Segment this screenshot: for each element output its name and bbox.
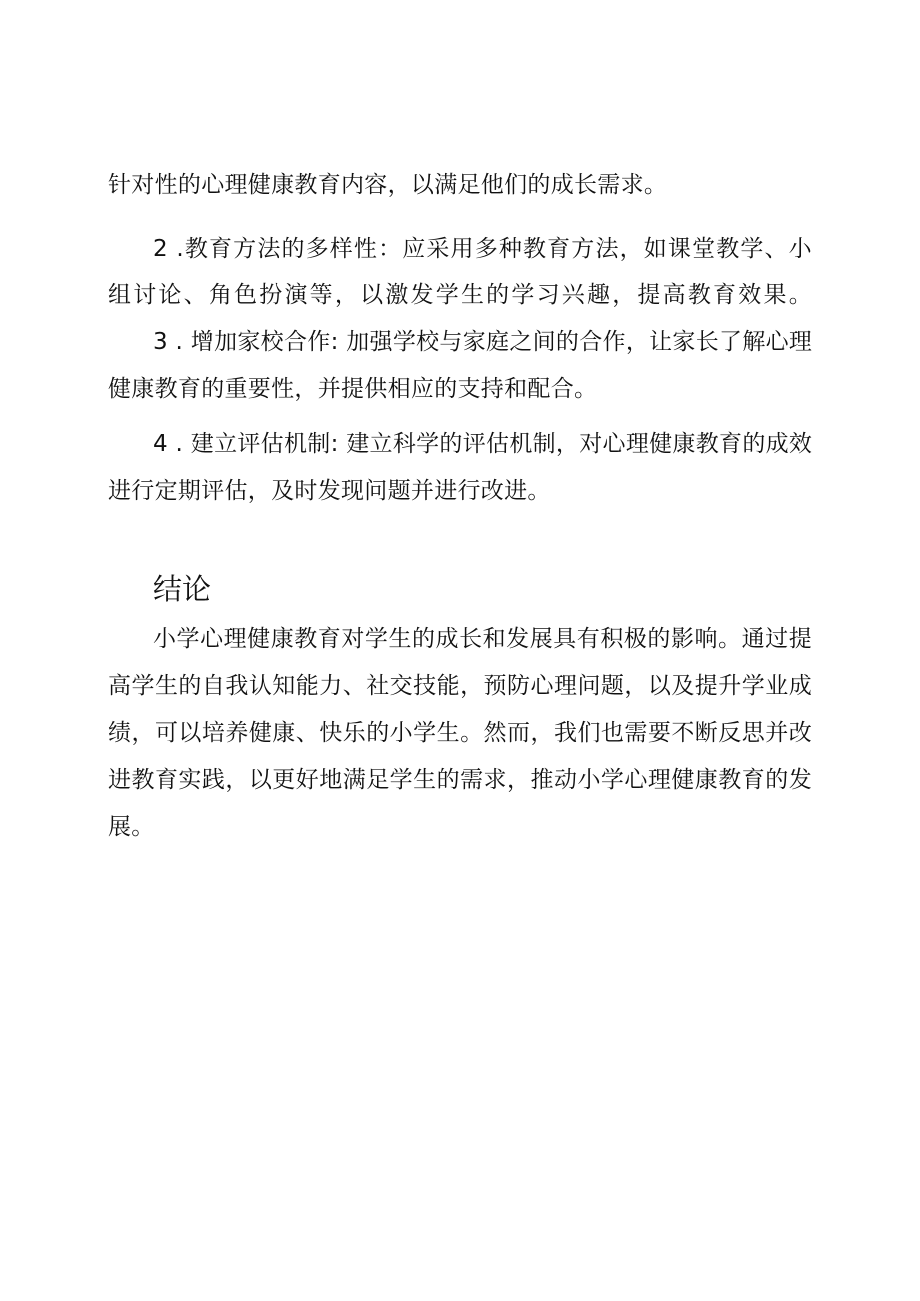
list-item-4-line-2: 进行定期评估，及时发现问题并进行改进。	[108, 478, 551, 504]
conclusion-line-2: 高学生的自我认知能力、社交技能，预防心理问题，以及提升学业成	[108, 673, 812, 699]
conclusion-heading: 结论	[153, 572, 212, 606]
list-item-2-line-1: 2 .教育方法的多样性：应采用多种教育方法，如课堂教学、小	[153, 236, 812, 262]
list-item-2-line-2: 组讨论、角色扮演等，以激发学生的学习兴趣，提高教育效果。	[108, 282, 812, 308]
intro-line: 针对性的心理健康教育内容，以满足他们的成长需求。	[108, 172, 668, 198]
conclusion-line-5: 展。	[108, 814, 155, 840]
list-item-3-line-2: 健康教育的重要性，并提供相应的支持和配合。	[108, 376, 598, 402]
list-item-3-line-1: 3 . 增加家校合作: 加强学校与家庭之间的合作，让家长了解心理	[153, 329, 812, 355]
conclusion-line-3: 绩，可以培养健康、快乐的小学生。然而，我们也需要不断反思并改	[108, 720, 812, 746]
list-item-4-line-1: 4 . 建立评估机制: 建立科学的评估机制，对心理健康教育的成效	[153, 431, 812, 457]
conclusion-line-1: 小学心理健康教育对学生的成长和发展具有积极的影响。通过提	[153, 626, 812, 652]
conclusion-line-4: 进教育实践，以更好地满足学生的需求，推动小学心理健康教育的发	[108, 767, 812, 793]
